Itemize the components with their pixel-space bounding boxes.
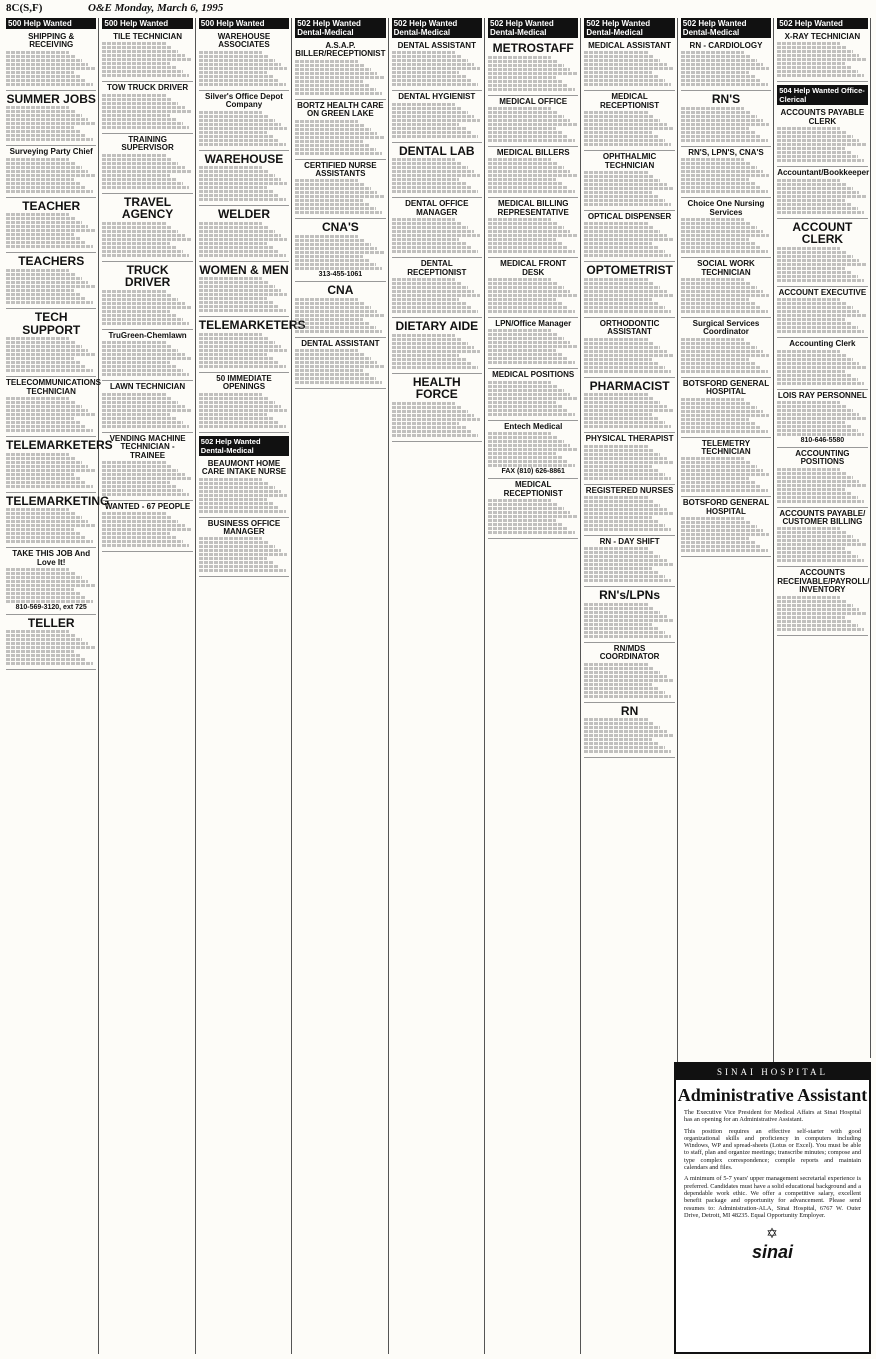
classified-column [293, 18, 388, 1354]
ad-body-text [488, 499, 578, 534]
ad-title: ACCOUNT EXECUTIVE [778, 287, 867, 297]
ad-body-text [102, 290, 192, 325]
ad-title: DENTAL ASSISTANT [301, 338, 380, 348]
ad-body-text [6, 158, 96, 193]
ad-title: DENTAL HYGIENIST [398, 92, 476, 102]
classified-ad [488, 479, 578, 539]
ad-title: TEACHERS [18, 254, 85, 269]
ad-title: MEDICAL FRONT DESK [500, 259, 567, 277]
classified-column [775, 18, 870, 1058]
classified-ad [102, 82, 192, 133]
sinai-ad-body [676, 1109, 869, 1219]
sinai-hospital-ad [674, 1062, 871, 1354]
ad-body-text [488, 218, 578, 253]
ad-body-text [295, 235, 385, 270]
classified-ad [6, 548, 96, 615]
ad-title: DENTAL OFFICE MANAGER [405, 199, 469, 217]
ad-body-text [295, 179, 385, 214]
ad-body-text [102, 154, 192, 189]
classified-ad [295, 40, 385, 100]
classified-ad [199, 151, 289, 207]
ad-body-text [295, 60, 385, 95]
ad-body-text [392, 51, 482, 86]
classified-ad [6, 198, 96, 254]
ad-body-text [777, 247, 867, 282]
classified-ad [6, 493, 110, 549]
ad-title: MEDICAL POSITIONS [492, 370, 575, 380]
classified-ad [584, 536, 674, 587]
ad-title: BOTSFORD GENERAL HOSPITAL [682, 498, 770, 516]
ad-title: TRUCK DRIVER [124, 262, 171, 290]
classified-ad [295, 282, 385, 338]
ad-title: Surgical Services Coordinator [692, 318, 760, 337]
classified-ad [102, 330, 192, 381]
classified-column [486, 18, 581, 1354]
ad-body-text [777, 127, 867, 162]
classified-ad [199, 31, 289, 91]
column-heading: 500 Help Wanted [6, 18, 96, 29]
column-heading: 502 Help Wanted Dental-Medical [295, 18, 385, 38]
ad-body-text [199, 478, 289, 513]
classified-ad [681, 198, 771, 258]
ad-body-text [6, 213, 96, 248]
classified-ad [6, 615, 96, 671]
ad-title: DENTAL LAB [399, 143, 475, 158]
ad-title: Entech Medical [504, 421, 563, 431]
classified-ad [681, 91, 771, 147]
ad-title: CNA'S [321, 220, 359, 235]
ad-title: TELEMARKETERS [6, 437, 113, 452]
ad-body-text [681, 107, 771, 142]
classified-ad [681, 378, 771, 438]
masthead [4, 2, 872, 16]
classified-ad [6, 91, 96, 147]
ad-title: MEDICAL ASSISTANT [588, 41, 672, 50]
classified-ad [6, 377, 101, 437]
ad-body-text [392, 402, 482, 437]
ad-body-text [6, 508, 96, 543]
ad-title: RN'S [711, 92, 741, 107]
ad-title: TELLER [27, 615, 75, 630]
classified-ad [777, 287, 867, 338]
ad-body-text [584, 496, 674, 531]
ad-body-text [295, 120, 385, 155]
ad-title: X-RAY TECHNICIAN [784, 32, 861, 41]
classified-ad [392, 143, 482, 199]
ad-body-text [584, 603, 674, 638]
ad-title: LAWN TECHNICIAN [110, 382, 186, 392]
ad-body-text [777, 527, 867, 562]
classified-ad [488, 40, 578, 96]
ad-body-text [777, 468, 867, 503]
ad-title: VENDING MACHINE TECHNICIAN - TRAINEE [109, 433, 186, 460]
classified-ad [295, 338, 385, 389]
classified-ad [198, 317, 306, 373]
classified-ad [584, 433, 674, 484]
ad-title: WANTED - 67 PEOPLE [104, 501, 191, 511]
ad-body-text [102, 341, 192, 376]
ad-title: SHIPPING & RECEIVING [28, 32, 75, 50]
ad-body-text [199, 537, 289, 572]
ad-body-text [584, 663, 674, 698]
classified-ad [199, 262, 289, 318]
ad-title: RN'S, LPN'S, CNA'S [688, 147, 764, 157]
ad-body-text [102, 94, 192, 129]
ad-title: TELEMARKETERS [198, 318, 306, 333]
ad-body-text [681, 218, 771, 253]
classified-ad [584, 40, 674, 91]
column-heading: 502 Help Wanted Dental-Medical [488, 18, 578, 38]
classified-column [4, 18, 113, 1354]
ad-title: Choice One Nursing Services [687, 199, 765, 217]
ad-body-text [681, 457, 771, 492]
ad-title: OPTICAL DISPENSER [587, 211, 672, 221]
classified-ad [777, 167, 870, 218]
ad-body-text [295, 298, 385, 333]
ad-title: WOMEN & MEN [199, 262, 289, 277]
ad-body-text [584, 547, 674, 582]
ad-body-text [777, 179, 867, 214]
ad-title: METROSTAFF [492, 41, 574, 55]
ad-title: Surveying Party Chief [9, 147, 93, 157]
ad-body-text [199, 51, 289, 86]
ad-title: TRAINING SUPERVISOR [121, 134, 174, 153]
ad-title: Accounting Clerk [789, 339, 856, 349]
classified-ad [777, 338, 867, 389]
classified-column [100, 18, 195, 1354]
ad-body-text [392, 278, 482, 313]
classified-ad [6, 253, 96, 309]
classified-column [582, 18, 677, 1354]
column-heading: 502 Help Wanted Dental-Medical [681, 18, 771, 38]
classified-ad [102, 134, 192, 194]
ad-phone: 810-569-3120, ext 725 [15, 603, 87, 611]
ad-body-text [102, 222, 192, 257]
classified-ad [584, 378, 674, 434]
ad-body-text [681, 278, 771, 313]
classified-ad [681, 40, 771, 91]
classified-ad [681, 497, 771, 557]
ad-body-text [681, 338, 771, 373]
sinai-ad-title: Administrative Assistant [677, 1085, 868, 1105]
ad-title: DENTAL ASSISTANT [397, 41, 476, 50]
classified-ad [488, 198, 578, 258]
ad-title: RN/MDS COORDINATOR [599, 644, 660, 662]
classified-ad [584, 703, 674, 759]
ad-body-text [199, 222, 289, 257]
ad-title: RN - CARDIOLOGY [689, 41, 763, 50]
ad-title: BUSINESS OFFICE MANAGER [207, 518, 281, 536]
classified-ad [777, 219, 867, 287]
classified-ad [584, 151, 674, 211]
ad-title: TELEMARKETING [6, 493, 110, 508]
ad-body-text [584, 393, 674, 428]
classified-ad [777, 31, 867, 82]
ad-title: PHYSICAL THERAPIST [585, 434, 674, 444]
classified-ad [584, 211, 674, 262]
publication-line: O&E Monday, March 6, 1995 [88, 2, 224, 14]
ad-title: LPN/Office Manager [495, 318, 572, 328]
classified-ad [777, 448, 867, 508]
ad-body-text [777, 401, 867, 436]
ad-title: BEAUMONT HOME CARE INTAKE NURSE [201, 458, 287, 477]
column-heading: 502 Help Wanted [777, 18, 867, 29]
ad-title: WAREHOUSE [204, 151, 284, 166]
ad-body-text [6, 568, 96, 603]
classified-ad [681, 147, 771, 198]
ad-title: WELDER [217, 207, 270, 222]
ad-title: TEACHER [22, 198, 81, 213]
column-heading: 502 Help Wanted Dental-Medical [584, 18, 674, 38]
classified-ad [777, 390, 867, 448]
ad-title: DENTAL RECEPTIONIST [407, 259, 467, 277]
classified-ad [199, 518, 289, 578]
classified-ad [584, 262, 674, 318]
ad-title: ORTHODONTIC ASSISTANT [599, 318, 660, 337]
ad-body-text [488, 107, 578, 142]
ad-title: OPHTHALMIC TECHNICIAN [602, 152, 657, 170]
ad-title: RN - DAY SHIFT [599, 537, 660, 547]
classified-ad [392, 374, 482, 442]
ad-title: MEDICAL BILLERS [496, 147, 570, 157]
classified-ad [392, 91, 482, 142]
classified-ad [199, 458, 289, 518]
ad-body-text [199, 166, 289, 201]
ad-body-text [102, 461, 192, 496]
ad-title: MEDICAL OFFICE [499, 96, 568, 106]
classified-ad [199, 91, 289, 151]
classified-column [390, 18, 485, 1354]
ad-title: PHARMACIST [589, 378, 670, 393]
ad-title: Accountant/Bookkeeper [777, 168, 870, 178]
ad-title: MEDICAL BILLING REPRESENTATIVE [497, 199, 569, 217]
ad-phone: 313-455-1061 [318, 270, 363, 278]
ad-title: TELEMETRY TECHNICIAN [701, 438, 751, 456]
classified-ad [392, 40, 482, 91]
ad-body-text [584, 171, 674, 206]
classified-ad [6, 31, 96, 91]
ad-body-text [392, 103, 482, 138]
classified-ad [488, 421, 578, 479]
ad-title: TAKE THIS JOB And Love It! [12, 549, 91, 567]
section-heading: 504 Help Wanted Office-Clerical [777, 85, 867, 105]
section-heading: 502 Help Wanted Dental-Medical [199, 436, 289, 456]
sinai-paragraph: The Executive Vice President for Medical Affairs at Sinai Hospital has an opening for an Administrative Assistant. [684, 1109, 861, 1124]
ad-body-text [584, 338, 674, 373]
classified-ad [488, 96, 578, 147]
ad-body-text [584, 718, 674, 753]
ad-body-text [102, 512, 192, 547]
classified-ad [102, 262, 192, 330]
classified-ad [295, 160, 385, 220]
classified-ad [488, 147, 578, 198]
classified-ad [295, 100, 385, 160]
ad-title: BOTSFORD GENERAL HOSPITAL [682, 378, 770, 397]
classified-ad [6, 146, 96, 197]
ad-body-text [6, 106, 96, 141]
classified-ad [392, 198, 482, 258]
ad-title: TECH SUPPORT [22, 309, 81, 337]
classified-ad [6, 309, 96, 377]
ad-body-text [584, 111, 674, 146]
ad-body-text [6, 51, 96, 86]
ad-body-text [681, 398, 771, 433]
ad-title: TILE TECHNICIAN [113, 32, 183, 41]
ad-body-text [102, 42, 192, 77]
ad-title: ACCOUNTS PAYABLE CLERK [780, 108, 865, 126]
column-heading: 502 Help Wanted Dental-Medical [392, 18, 482, 38]
classified-ad [488, 318, 578, 369]
ad-title: TruGreen-Chemlawn [108, 330, 187, 340]
classified-ad [777, 107, 867, 167]
ad-title: RN's/LPNs [599, 588, 661, 603]
classified-ad [584, 587, 674, 643]
ad-body-text [488, 432, 578, 467]
ad-body-text [488, 158, 578, 193]
column-heading: 500 Help Wanted [102, 18, 192, 29]
ad-title: CERTIFIED NURSE ASSISTANTS [304, 160, 377, 178]
ad-title: MEDICAL RECEPTIONIST [600, 92, 660, 110]
ad-phone: FAX (810) 626-8861 [501, 468, 565, 476]
classified-column [197, 18, 306, 1354]
ad-title: TOW TRUCK DRIVER [106, 83, 189, 93]
ad-body-text [199, 333, 289, 368]
classified-ad [6, 437, 113, 493]
ad-title: ACCOUNTS RECEIVABLE/PAYROLL/ INVENTORY [777, 568, 870, 595]
classified-ad [392, 318, 482, 374]
ad-body-text [488, 329, 578, 364]
ad-body-text [681, 51, 771, 86]
sinai-paragraph: This position requires an effective self-starter with good organizational skills and proficiency in computers including Windows, WP and spread-sheets (Lotus or Excel). You must be able to staff, plan and organize meetings; transcribe minutes; compose and type complex correspondence; compile reports and maintain calendars and files. [684, 1127, 861, 1172]
ad-body-text [6, 269, 96, 304]
star-of-david-icon: ✡ [766, 1225, 779, 1242]
ad-title: RN [620, 703, 639, 718]
ad-body-text [6, 337, 96, 372]
ad-body-text [392, 334, 482, 369]
ad-title: Silver's Office Depot Company [205, 91, 283, 110]
ad-body-text [392, 158, 482, 193]
ad-body-text [488, 278, 578, 313]
ad-title: DIETARY AIDE [395, 318, 479, 333]
ad-title: A.S.A.P. BILLER/RECEPTIONIST [295, 41, 386, 59]
ad-title: REGISTERED NURSES [585, 485, 674, 495]
classified-ad [584, 91, 674, 151]
ad-title: SUMMER JOBS [6, 91, 96, 106]
classified-ad [102, 31, 192, 82]
ad-body-text [488, 56, 578, 91]
ad-phone: 810-646-5580 [800, 436, 845, 444]
ad-body-text [681, 517, 771, 552]
column-heading: 500 Help Wanted [199, 18, 289, 29]
ad-title: BORTZ HEALTH CARE ON GREEN LAKE [297, 100, 384, 119]
ad-body-text [777, 42, 867, 77]
ad-title: OPTOMETRIST [586, 263, 673, 278]
sinai-logo [676, 1225, 869, 1263]
classified-ad [102, 501, 192, 552]
ad-body-text [199, 393, 289, 428]
sinai-logo-word: sinai [751, 1242, 794, 1263]
classified-ad [199, 373, 289, 433]
ad-body-text [199, 277, 289, 312]
ad-body-text [102, 393, 192, 428]
ad-title: ACCOUNTS PAYABLE/ CUSTOMER BILLING [779, 508, 866, 527]
sinai-paragraph: A minimum of 5-7 years' upper management secretarial experience is preferred. Candidates must have a solid educational background and a dependable work ethic. We offer a competitive salary, excellent benefit package and opportunity for advancement. Please send resumes to: Administration-ALA, Sinai Hospital, 6767 W. Outer Drive, Detroit, MI 48235. Equal Opportunity Employer. [684, 1175, 861, 1219]
classified-ad [681, 438, 771, 498]
ad-body-text [584, 445, 674, 480]
classified-ad [681, 318, 771, 378]
classified-ad [584, 485, 674, 536]
ad-title: WAREHOUSE ASSOCIATES [217, 32, 271, 50]
classified-ad [488, 369, 578, 420]
ad-title: HEALTH FORCE [412, 374, 461, 402]
classified-ad [295, 219, 385, 282]
classified-ad [681, 258, 771, 318]
classified-ad [102, 194, 192, 262]
ad-body-text [584, 278, 674, 313]
ad-body-text [6, 630, 96, 665]
ad-body-text [584, 222, 674, 257]
ad-body-text [488, 381, 578, 416]
ad-body-text [681, 158, 771, 193]
ad-title: MEDICAL RECEPTIONIST [503, 480, 563, 498]
ad-title: TRAVEL AGENCY [121, 194, 174, 222]
ad-body-text [392, 218, 482, 253]
ad-body-text [199, 111, 289, 146]
ad-title: ACCOUNT CLERK [792, 219, 853, 247]
ad-title: 50 IMMEDIATE OPENINGS [216, 373, 272, 392]
ad-title: SOCIAL WORK TECHNICIAN [697, 259, 755, 277]
classified-ad [777, 508, 867, 568]
ad-title: ACCOUNTING POSITIONS [795, 448, 850, 467]
sinai-banner: SINAI HOSPITAL [676, 1064, 869, 1080]
ad-body-text [6, 397, 96, 432]
ad-body-text [777, 298, 867, 333]
ad-body-text [777, 350, 867, 385]
ad-title: LOIS RAY PERSONNEL [777, 390, 867, 400]
ad-title: CNA [327, 282, 354, 297]
ad-body-text [6, 453, 96, 488]
ad-body-text [777, 596, 867, 631]
page-folio: 8C(S,F) [6, 2, 43, 14]
classified-ad [584, 318, 674, 378]
ad-title: TELECOMMUNICATIONS TECHNICIAN [6, 378, 101, 396]
classified-ad [102, 381, 192, 432]
classified-ad [392, 258, 482, 318]
classified-ad [199, 206, 289, 262]
ad-body-text [295, 349, 385, 384]
classified-ad [777, 567, 870, 635]
classified-ad [584, 643, 674, 703]
classified-ad [488, 258, 578, 318]
ad-body-text [584, 51, 674, 86]
classified-ad [102, 433, 192, 501]
